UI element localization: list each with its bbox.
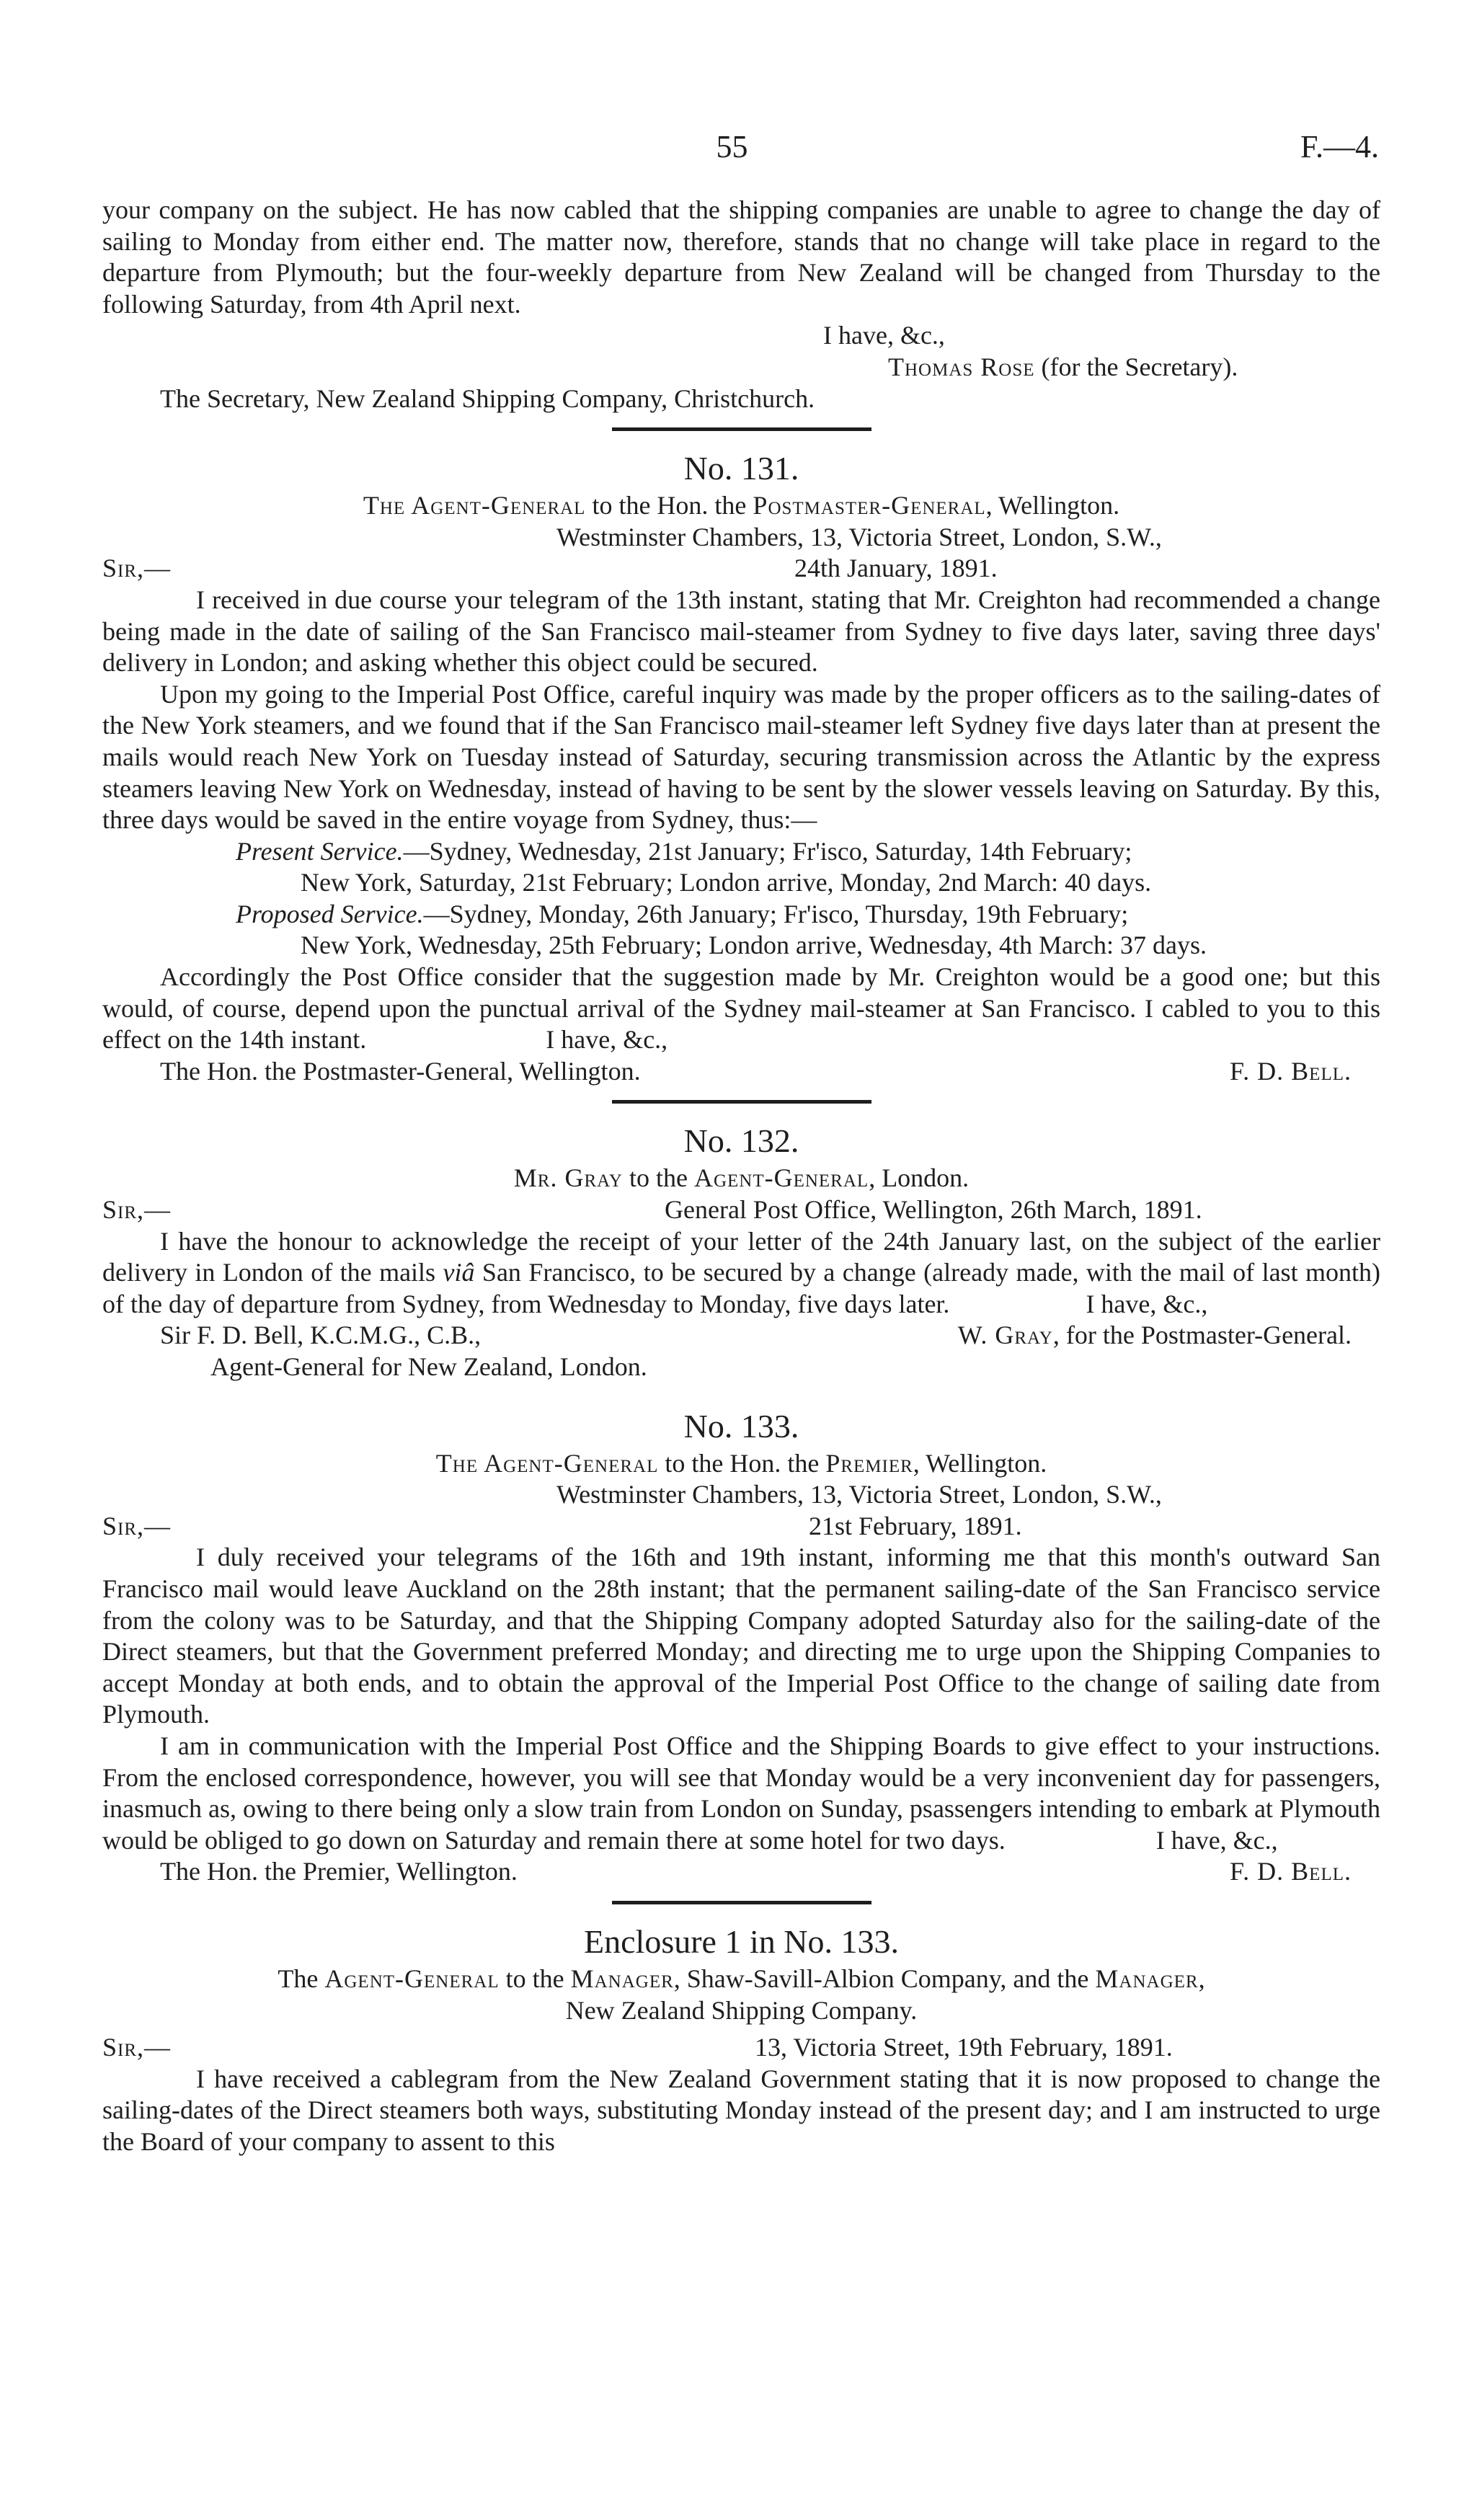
title-from: Mr. Gray [513,1163,623,1193]
title-part: to the [499,1964,571,1993]
signature-name: Thomas Rose [888,352,1035,381]
letter-132 [102,1119,1380,1383]
present-service-label: Present Service. [236,836,404,866]
letter-133 [102,1405,1380,1888]
title-part: The [278,1964,325,1993]
salutation-date-row [102,2032,1380,2064]
enclosure-heading: Enclosure 1 in No. 133. [584,1922,899,1960]
signature: F. D. Bell. [1230,1857,1352,1886]
title-part: , [1198,1964,1205,1993]
addressee: The Hon. the Premier, Wellington. [160,1857,518,1886]
closing: I have, &c., [1155,1825,1278,1855]
title-to: Premier [825,1448,913,1478]
enclosure-1 [102,1920,1380,2158]
paragraph: I have received a cablegram from the New Zealand Government stating that it is now proposed to change the sailing-dates of the Direct steamers both ways, substituting Monday instead of the present day; and I am instructed to urge the Board of your company to assent to this [102,2064,1380,2156]
salutation: Sir,— [102,2033,172,2062]
title-mid: to the Hon. the [658,1448,826,1478]
signature-name: W. Gray [957,1321,1053,1350]
sender-address: Westminster Chambers, 13, Victoria Street, London, S.W., [556,522,1162,551]
paragraph: I received in due course your telegram of the 13th instant, stating that Mr. Creighton had recommended a change being made in the date of sailing of the San Francisco mail-steamer from Sydney to five days later, saving three days' delivery in London; and asking whether this object could be secured. [102,585,1380,678]
salutation-date-row [102,1511,1380,1543]
paragraph-via: viâ [443,1258,475,1287]
addressee: The Hon. the Postmaster-General, Wellington. [160,1056,641,1086]
salutation: Sir,— [102,1511,172,1540]
addressee-signature-row [102,1856,1380,1888]
closing: I have, &c., [1086,1289,1208,1318]
closing: I have, &c., [823,321,945,350]
enclosure-title-line-1 [102,1964,1380,1995]
paragraph [102,1226,1380,1321]
letter-131 [102,447,1380,1087]
letter-number-heading: No. 132. [683,1122,799,1160]
letter-title [102,1448,1380,1480]
section-divider [612,1901,871,1904]
title-end: , Wellington. [985,491,1120,520]
addressee-signature-row [102,1056,1380,1088]
present-service-continued: New York, Saturday, 21st February; London arrive, Monday, 2nd March: 40 days. [301,868,1152,897]
paragraph-text-b: San Francisco, to be secured by a change (already made, with the mail of last month) of the day of departure from Sydney, from Wednesday to Monday, five days later. [102,1258,1380,1318]
paragraph [102,962,1380,1056]
closing: I have, &c., [546,1025,668,1055]
title-end: , Wellington. [913,1448,1047,1478]
proposed-service-continued: New York, Wednesday, 25th February; London arrive, Wednesday, 4th March: 37 days. [301,931,1207,960]
signature-line [958,1320,1352,1352]
title-from: The Agent-General [435,1448,659,1478]
letter-number-heading: No. 131. [683,450,799,487]
present-service-text: —Sydney, Wednesday, 21st January; Fr'isco, Saturday, 14th February; [403,836,1132,866]
continued-paragraph: your company on the subject. He has now cabled that the shipping companies are unable to agree to change the day of sailing to Monday from either end. The matter now, therefore, stands that no change will take place in regard to the departure from Plymouth; but the four-weekly departure from New Zealand will be changed from Thursday to the following Saturday, from 4th April next. [102,195,1380,319]
paragraph-text: I am in communication with the Imperial Post Office and the Shipping Boards to give effect to your instructions. From the enclosed correspondence, however, you will see that Monday would be a very inconvenient day for passengers, inasmuch as, owing to there being only a slow train from London on Sunday, psassengers intending to embark at Plymouth would be obliged to go down on Saturday and remain there at some hotel for two days. [102,1731,1380,1855]
letter-date: General Post Office, Wellington, 26th March, 1891. [665,1195,1202,1225]
signature-line [102,352,1380,383]
proposed-service-text: —Sydney, Monday, 26th January; Fr'isco, Thursday, 19th February; [423,899,1129,928]
proposed-service-label: Proposed Service. [236,899,424,928]
addressee: The Secretary, New Zealand Shipping Company, Christchurch. [160,383,815,413]
title-from: Agent-General [324,1964,500,1993]
addressee-line-1: Sir F. D. Bell, K.C.M.G., C.B., [160,1321,482,1350]
paragraph-text-a: I have the honour to acknowledge the receipt of your letter of the 24th January last, on the subject of the earlier delivery in London of the mails [102,1226,1380,1287]
title-mid: to the Hon. the [585,491,753,520]
letter-date: 24th January, 1891. [794,554,998,583]
paragraph [102,679,1380,836]
paragraph-text: Upon my going to the Imperial Post Office, careful inquiry was made by the proper officers as to the sailing-dates of the New York steamers, and we found that if the San Francisco mail-steamer left Sydney five days later than at present the mails would reach New York on Tuesday instead of Saturday, securing transmission across the Atlantic by the express steamers leaving New York on Wednesday, instead of having to be sent by the slower vessels leaving on Saturday. By this, three days would be saved in the entire voyage from Sydney, thus:— [102,679,1380,835]
title-to: Manager [570,1964,674,1993]
continued-letter [102,195,1380,414]
paragraph [102,1731,1380,1856]
title-to: Agent-General [693,1163,869,1193]
proposed-service-line [102,899,1380,931]
signature-suffix: , for the Postmaster-General. [1052,1321,1352,1350]
signature-suffix: (for the Secretary). [1034,352,1238,381]
page-content [102,195,1380,2157]
salutation-date-row [102,1194,1380,1226]
section-divider [612,1100,871,1104]
title-part: , Shaw-Savill-Albion Company, and the [673,1964,1096,1993]
letter-title [102,490,1380,522]
paragraph-text: Accordingly the Post Office consider that the suggestion made by Mr. Creighton would be a good one; but this would, of course, depend upon the punctual arrival of the Sydney mail-steamer at San Francisco. I cabled to you to this effect on the 14th instant. [102,962,1380,1055]
salutation: Sir,— [102,1195,172,1225]
paragraph: I duly received your telegrams of the 16th and 19th instant, informing me that this month's outward San Francisco mail would leave Auckland on the 28th instant; that the permanent sailing-date of the San Francisco service from the colony was to be Saturday, and that the Shipping Company adopted Saturday also for the sailing-date of the Direct steamers, but that the Government preferred Monday; and directing me to urge upon the Shipping Companies to accept Monday at both ends, and to obtain the approval of the Imperial Post Office to the change of sailing date from Plymouth. [102,1543,1380,1729]
sender-address: Westminster Chambers, 13, Victoria Street, London, S.W., [556,1480,1162,1509]
signature: F. D. Bell. [1230,1056,1352,1086]
letter-date: 21st February, 1891. [809,1511,1022,1540]
document-reference: F.—4. [1300,129,1379,164]
letter-number-heading: No. 133. [683,1407,799,1445]
enclosure-title-line-2: New Zealand Shipping Company. [565,1995,918,2025]
page-number: 55 [716,129,748,164]
letter-date: 13, Victoria Street, 19th February, 1891. [755,2033,1173,2062]
salutation-date-row [102,553,1380,585]
title-from: The Agent-General [363,491,586,520]
salutation: Sir,— [102,554,172,583]
title-to: Postmaster-General [753,491,986,520]
letter-title [102,1163,1380,1194]
present-service-line [102,836,1380,868]
title-mid: to the [622,1163,694,1193]
addressee-signature-row [102,1320,1380,1352]
addressee-line-2: Agent-General for New Zealand, London. [210,1352,647,1381]
section-divider [612,427,871,431]
page-header [0,128,1464,172]
title-end: , London. [869,1163,970,1193]
title-to: Manager [1095,1964,1199,1993]
